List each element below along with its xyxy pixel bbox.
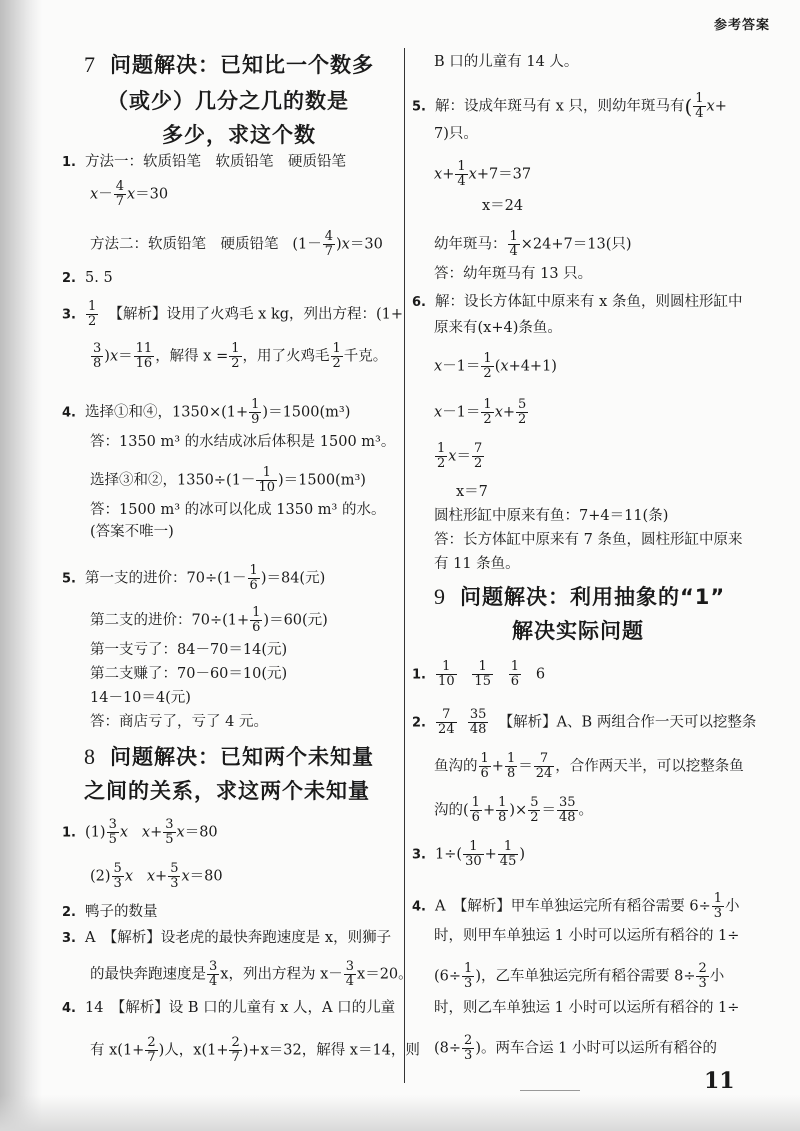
- q4-answer2: 答：1500 m³ 的冰可以化成 1350 m³ 的水。: [90, 502, 386, 518]
- q5-line1: 5. 第一支的进价：70÷(1－ $\frac{1}{6}$ )＝84(元): [62, 563, 326, 593]
- q4-answer1: 答：1350 m³ 的水结成冰后体积是 1500 m³。: [90, 434, 396, 450]
- s9-q2-line2: 鱼沟的 $\frac{1}{6}$ + $\frac{1}{8}$ ＝ $\frac{7}{24}$ ，合作两天半，可以挖整条鱼: [434, 751, 744, 781]
- footer-rule: [520, 1090, 580, 1091]
- r-q5-eq2: x＝24: [482, 198, 524, 214]
- page-number: 11: [704, 1068, 735, 1094]
- s9-q4-line2: 时，则甲车单独运 1 小时可以运所有稻谷的 1÷: [434, 928, 740, 944]
- r-q5-eq1: x+ $\frac{1}{4}$ x+7＝37: [434, 159, 532, 189]
- s8-q1-part2: (2) $\frac{5}{3}$ x x+ $\frac{5}{3}$ x＝80: [90, 861, 223, 891]
- r-q6-eq3: $\frac{1}{2}$ x＝ $\frac{7}{2}$: [437, 441, 483, 471]
- s9-q3-answer: 3. 1÷( $\frac{1}{30}$ + $\frac{1}{45}$ ): [412, 839, 526, 869]
- s8-q2-answer: 2. 鸭子的数量: [62, 904, 158, 920]
- r-q5-answer: 答：幼年斑马有 13 只。: [434, 266, 593, 282]
- q1-equation: x－ $\frac{4}{7}$ x＝30: [90, 179, 169, 209]
- r-q6-answer2: 有 11 条鱼。: [434, 556, 520, 572]
- column-divider: [404, 48, 405, 1083]
- section-9-title-2: 解决实际问题: [512, 619, 644, 643]
- r-q5-line1: 5. 解：设成年斑马有 x 只，则幼年斑马有( $\frac{1}{4}$ x+: [412, 91, 727, 121]
- q4-note: (答案不唯一): [90, 524, 174, 540]
- q3-solution: $\frac{3}{8}$ )x＝ $\frac{11}{16}$ ，解得 x = $\frac{1}{2}$ ，用了火鸡毛 $\frac{1}{2}$ 千克。: [93, 341, 388, 371]
- q3-answer: 3. $\frac{1}{2}$ 【解析】设用了火鸡毛 x kg，列出方程：(1+: [62, 299, 404, 329]
- r-q5-line2: 7)只。: [434, 126, 478, 142]
- s8-q3-line2: 的最快奔跑速度是 $\frac{3}{4}$ x，列出方程为 x－ $\frac{3}{4}$ x＝20。: [90, 959, 413, 989]
- section-9-title: 9 问题解决：利用抽象的“1”: [434, 584, 726, 609]
- q5-line4: 第二支赚了：70－60＝10(元): [90, 666, 288, 682]
- section-7-title-2: （或少）几分之几的数是: [107, 89, 349, 113]
- q5-line3: 第一支亏了：84－70＝14(元): [90, 642, 288, 658]
- q4-choice1: 4. 选择①和④，1350×(1+ $\frac{1}{9}$ )＝1500(m³): [62, 397, 351, 427]
- q5-line2: 第二支的进价：70÷(1+ $\frac{1}{6}$ )＝60(元): [90, 605, 328, 635]
- binding-shadow: [0, 0, 42, 1131]
- q4-choice2: 选择③和②，1350÷(1－ $\frac{1}{10}$ )＝1500(m³): [90, 465, 366, 495]
- s9-q4-line1: 4. A 【解析】甲车单独运完所有稻谷需要 6÷ $\frac{1}{3}$ 小: [412, 891, 740, 921]
- section-8-title-2: 之间的关系，求这两个未知量: [84, 779, 370, 803]
- section-7-title-3: 多少，求这个数: [162, 123, 316, 147]
- s9-q4-line3: (6÷ $\frac{1}{3}$ )，乙车单独运完所有稻谷需要 8÷ $\frac{2}{3}$ 小: [434, 961, 725, 991]
- r-q6-answer1: 答：长方体缸中原来有 7 条鱼，圆柱形缸中原来: [434, 532, 743, 548]
- q1-method2: 方法二：软质铅笔 硬质铅笔 (1－ $\frac{4}{7}$ )x＝30: [90, 229, 383, 259]
- r-q6-line2: 原来有(x+4)条鱼。: [434, 320, 562, 336]
- r-q6-line1: 6. 解：设长方体缸中原来有 x 条鱼，则圆柱形缸中: [412, 294, 743, 310]
- q1-method1: 1. 方法一：软质铅笔 软质铅笔 硬质铅笔: [62, 154, 347, 170]
- section-8-title: 8 问题解决：已知两个未知量: [84, 744, 374, 769]
- s9-q1-answer: 1. $\frac{1}{10}$ $\frac{1}{15}$ $\frac{1}{6}$ 6: [412, 659, 546, 689]
- section-7-title: 7 问题解决：已知比一个数多: [84, 52, 374, 77]
- running-header: 参考答案: [713, 18, 770, 33]
- q5-line6: 答：商店亏了，亏了 4 元。: [90, 714, 268, 730]
- bottom-shadow: [0, 1095, 800, 1131]
- s8-q4-line1: 4. 14 【解析】设 B 口的儿童有 x 人，A 口的儿童: [62, 1000, 396, 1016]
- s8-q1-part1: 1. (1) $\frac{3}{5}$ x x+ $\frac{3}{5}$ x＝80: [62, 817, 218, 847]
- r-q6-eq4: x＝7: [456, 484, 488, 500]
- r-carry-line: B 口的儿童有 14 人。: [434, 54, 579, 70]
- r-q6-cyl: 圆柱形缸中原来有鱼：7+4＝11(条): [434, 508, 669, 524]
- s8-q3-line1: 3. A 【解析】设老虎的最快奔跑速度是 x，则狮子: [62, 930, 392, 946]
- s8-q4-line2: 有 x(1+ $\frac{2}{7}$ )人，x(1+ $\frac{2}{7}$ )+x＝32，解得 x＝14，则: [90, 1035, 420, 1065]
- r-q6-eq1: x－1＝ $\frac{1}{2}$ (x+4+1): [434, 351, 557, 381]
- q5-line5: 14－10＝4(元): [90, 690, 191, 706]
- s9-q2-line3: 沟的( $\frac{1}{6}$ + $\frac{1}{8}$ )× $\frac{5}{2}$ ＝ $\frac{35}{48}$ 。: [434, 795, 594, 825]
- q2-answer: 2. 5. 5: [62, 270, 113, 286]
- s9-q4-line4: 时，则乙车单独运 1 小时可以运所有稻谷的 1÷: [434, 1000, 740, 1016]
- s9-q2-line1: 2. $\frac{7}{24}$ $\frac{35}{48}$ 【解析】A、B 两组合作一天可以挖整条: [412, 707, 757, 737]
- r-q6-eq2: x－1＝ $\frac{1}{2}$ x+ $\frac{5}{2}$: [434, 397, 527, 427]
- r-q5-young: 幼年斑马： $\frac{1}{4}$ ×24+7＝13(只): [434, 229, 632, 259]
- s9-q4-line5: (8÷ $\frac{2}{3}$ )。两车合运 1 小时可以运所有稻谷的: [434, 1033, 717, 1063]
